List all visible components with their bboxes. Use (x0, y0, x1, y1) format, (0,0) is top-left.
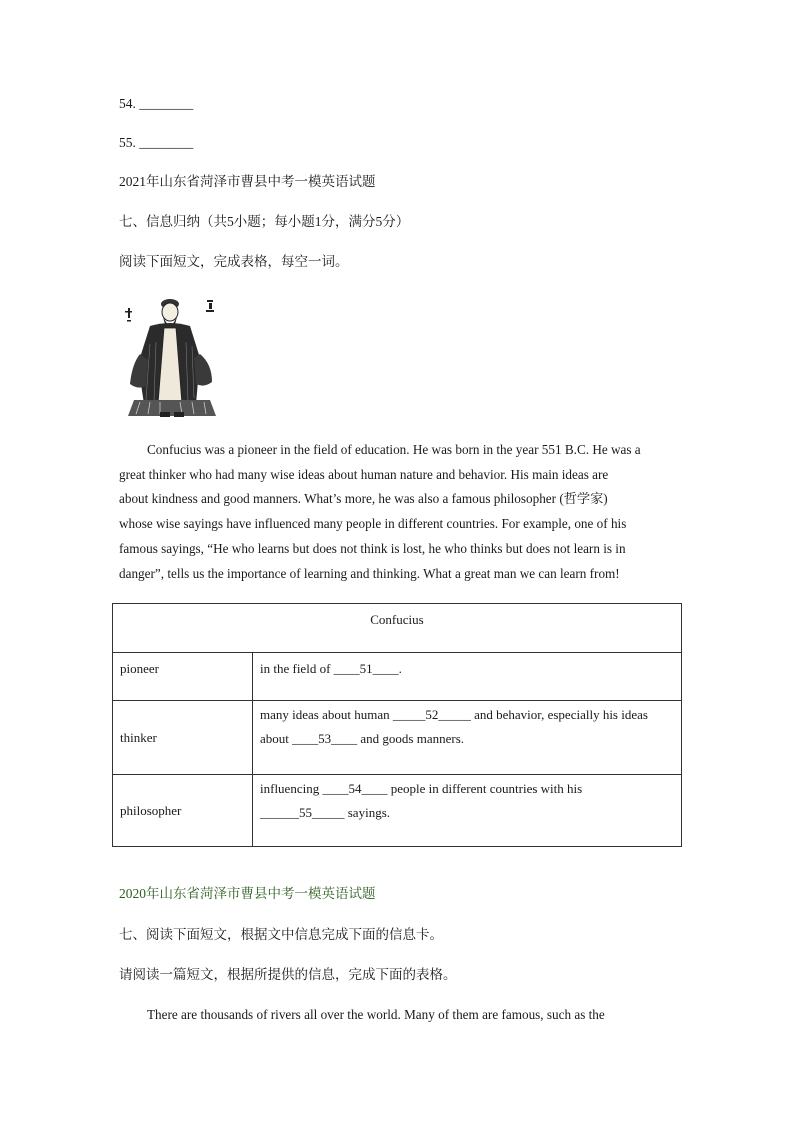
confucius-portrait-image (120, 294, 224, 420)
row-content: many ideas about human _____52_____ and behavior, especially his ideas about ____53____ and goods manners. (253, 701, 682, 775)
table-row (113, 701, 682, 775)
row-content: in the field of ____51____. (253, 653, 682, 701)
section-heading-2021: 七、信息归纳（共5小题；每小题1分，满分5分） (119, 214, 410, 229)
table-row (113, 653, 682, 701)
table-title-row (113, 604, 682, 653)
passage-line: danger”, tells us the importance of learning and thinking. What a great man we can learn from! (119, 565, 620, 581)
answer-blank-53[interactable]: ____53____ (292, 731, 358, 746)
source-title-2021: 2021年山东省菏泽市曹县中考一模英语试题 (119, 174, 376, 189)
section-instruction-2020: 请阅读一篇短文，根据所提供的信息，完成下面的表格。 (119, 967, 457, 982)
answer-line-54: 54. ________ (119, 96, 194, 111)
passage-line: whose wise sayings have influenced many people in different countries. For example, one of his (119, 516, 627, 532)
answer-blank-55[interactable]: ______55_____ (260, 805, 345, 820)
passage-2021 (119, 438, 679, 586)
row-label: thinker (113, 701, 253, 775)
passage-line: Confucius was a pioneer in the field of education. He was born in the year 551 B.C. He was a (147, 442, 641, 457)
passage-line: great thinker who had many wise ideas about human nature and behavior. His main ideas are (119, 466, 609, 482)
answer-blank-54[interactable]: ____54____ (322, 781, 388, 796)
row-label: philosopher (113, 775, 253, 847)
passage-2020-line: There are thousands of rivers all over the world. Many of them are famous, such as the (147, 1007, 605, 1022)
answer-line-55: 55. ________ (119, 135, 194, 150)
table-title: Confucius (113, 604, 682, 653)
passage-line: about kindness and good manners. What’s more, he was also a famous philosopher (哲学家) (119, 491, 608, 507)
passage-line: famous sayings, “He who learns but does not think is lost, he who thinks but does not learn is in (119, 540, 626, 556)
answer-blank-51[interactable]: ____51____ (333, 661, 399, 676)
source-title-2020: 2020年山东省菏泽市曹县中考一模英语试题 (119, 886, 376, 901)
answer-blank-52[interactable]: _____52_____ (392, 707, 471, 722)
section-instruction-2021: 阅读下面短文，完成表格，每空一词。 (119, 254, 349, 269)
row-content: influencing ____54____ people in different countries with his ______55_____ sayings. (253, 775, 682, 847)
section-heading-2020: 七、阅读下面短文，根据文中信息完成下面的信息卡。 (119, 927, 443, 942)
table-row (113, 775, 682, 847)
row-label: pioneer (113, 653, 253, 701)
confucius-info-table (112, 603, 682, 847)
